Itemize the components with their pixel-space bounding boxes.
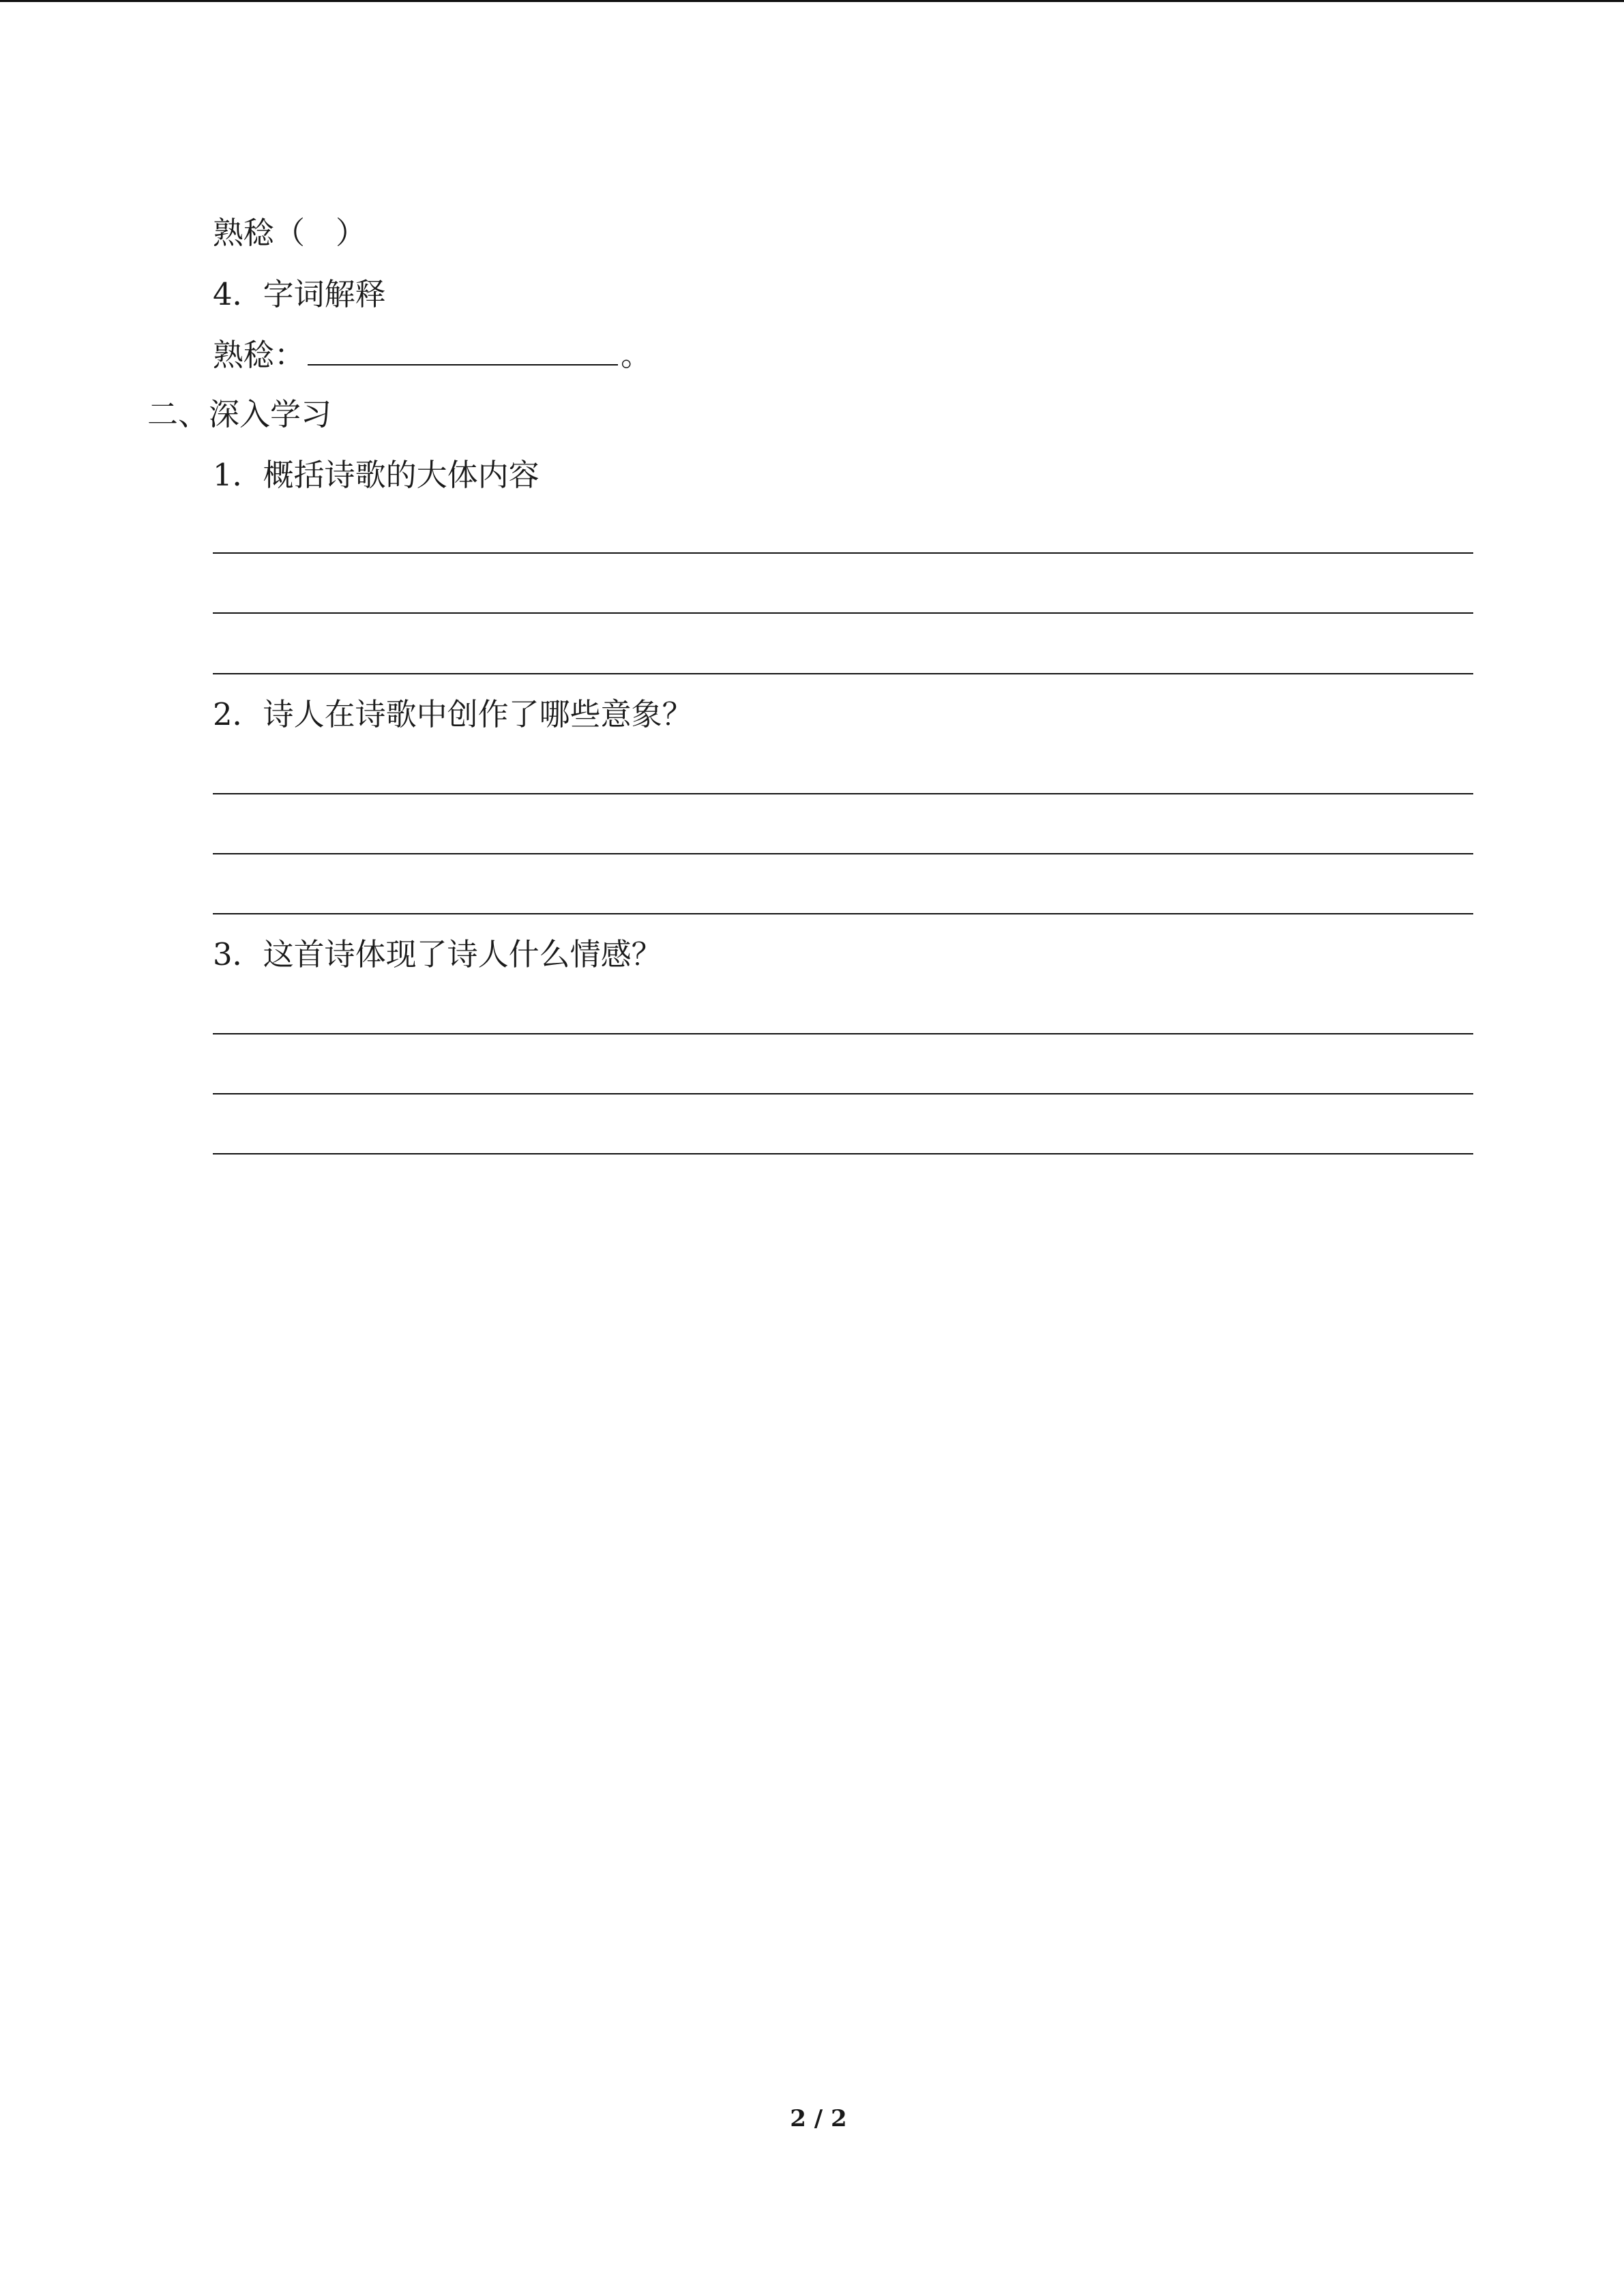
question-2: 2．诗人在诗歌中创作了哪些意象？ [213,696,693,732]
question-4-heading: 4．字词解释 [213,276,386,312]
page-number: 2 / 2 [790,2105,847,2132]
answer-line-q3-2[interactable] [213,1093,1473,1094]
question-1: 1．概括诗歌的大体内容 [213,457,540,493]
answer-line-q3-3[interactable] [213,1153,1473,1154]
answer-line-q3-1[interactable] [213,1033,1473,1034]
definition-blank[interactable] [308,334,618,366]
answer-line-q1-3[interactable] [213,673,1473,674]
answer-line-q2-3[interactable] [213,913,1473,914]
question-3: 3．这首诗体现了诗人什么情感？ [213,936,662,972]
answer-line-q1-1[interactable] [213,552,1473,554]
page-top-border [0,0,1624,2]
answer-line-q2-1[interactable] [213,793,1473,794]
term-end-mark: 。 [621,337,652,373]
term-label: 熟稔： [213,337,306,373]
answer-line-q1-2[interactable] [213,612,1473,614]
blank-item-shuren: 熟稔（ ） [213,215,367,251]
section-heading-deep-study: 二、深入学习 [147,396,332,432]
definition-row [213,334,651,376]
answer-line-q2-2[interactable] [213,853,1473,854]
